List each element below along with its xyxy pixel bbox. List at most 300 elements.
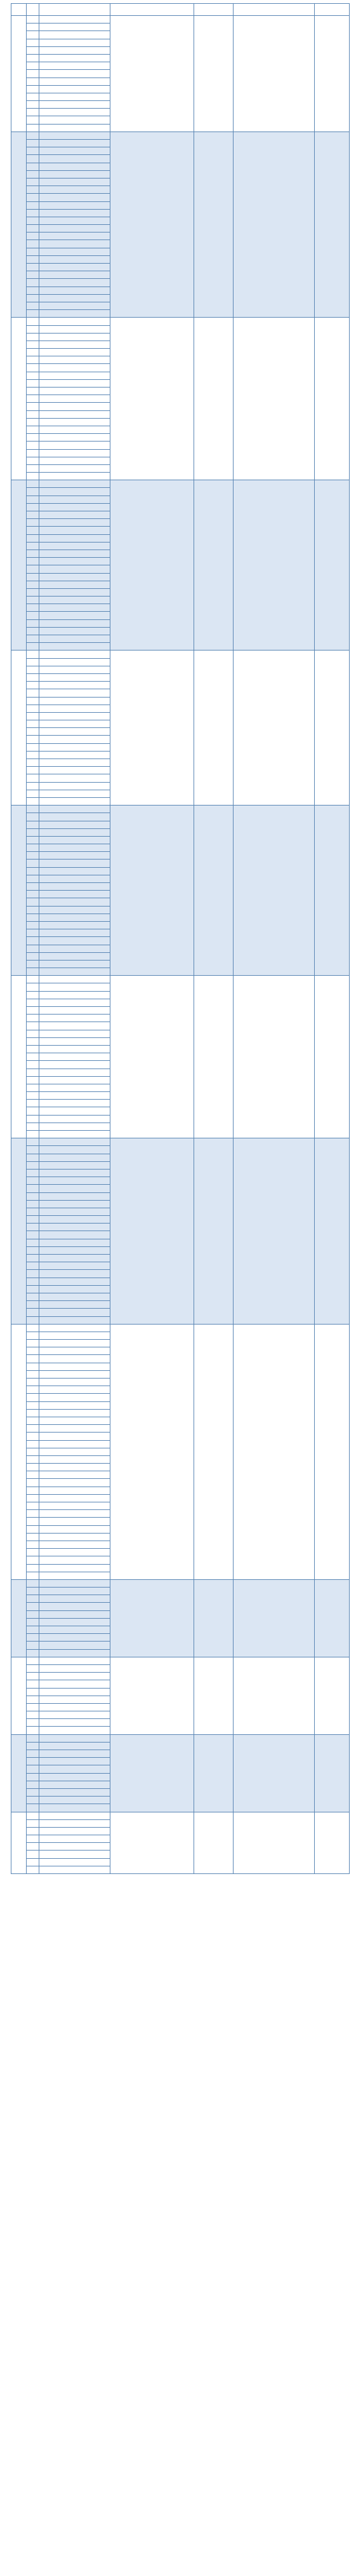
item-name-cell — [39, 883, 110, 891]
row-number-cell — [27, 1858, 39, 1866]
row-number-cell — [27, 1494, 39, 1502]
item-name-cell — [39, 209, 110, 217]
row-number-cell — [27, 767, 39, 774]
row-number-cell — [27, 1564, 39, 1572]
phone-cell — [234, 318, 315, 480]
item-name-cell — [39, 906, 110, 914]
row-number-cell — [27, 147, 39, 155]
row-number-cell — [27, 1123, 39, 1130]
category-cell — [11, 318, 27, 480]
item-name-cell — [39, 1673, 110, 1680]
basis-cell — [110, 1138, 194, 1325]
row-number-cell — [27, 1363, 39, 1370]
row-number-cell — [27, 1812, 39, 1819]
remark-cell — [315, 131, 350, 318]
row-number-cell — [27, 39, 39, 46]
item-name-cell — [39, 565, 110, 573]
row-number-cell — [27, 1664, 39, 1672]
item-name-cell — [39, 1255, 110, 1262]
row-number-cell — [27, 852, 39, 860]
row-number-cell — [27, 1332, 39, 1339]
row-number-cell — [27, 1696, 39, 1703]
item-name-cell — [39, 54, 110, 62]
row-number-cell — [27, 496, 39, 503]
header-phone — [234, 4, 315, 16]
item-name-cell — [39, 867, 110, 875]
row-number-cell — [27, 991, 39, 999]
item-name-cell — [39, 534, 110, 542]
row-number-cell — [27, 1394, 39, 1401]
row-number-cell — [27, 860, 39, 867]
item-name-cell — [39, 1719, 110, 1727]
row-number-cell — [27, 519, 39, 527]
item-name-cell — [39, 1642, 110, 1649]
item-name-cell — [39, 364, 110, 372]
row-number-cell — [27, 1045, 39, 1053]
row-number-cell — [27, 921, 39, 929]
row-number-cell — [27, 503, 39, 511]
row-number-cell — [27, 635, 39, 643]
row-number-cell — [27, 527, 39, 534]
row-number-cell — [27, 464, 39, 472]
item-name-cell — [39, 294, 110, 302]
remark-cell — [315, 16, 350, 132]
row-number-cell — [27, 806, 39, 813]
item-name-cell — [39, 240, 110, 248]
row-number-cell — [27, 534, 39, 542]
item-name-cell — [39, 1100, 110, 1107]
item-name-cell — [39, 1022, 110, 1030]
item-name-cell — [39, 1827, 110, 1835]
item-name-cell — [39, 844, 110, 852]
row-number-cell — [27, 643, 39, 651]
item-name-cell — [39, 991, 110, 999]
row-number-cell — [27, 588, 39, 596]
row-number-cell — [27, 109, 39, 116]
item-name-cell — [39, 1518, 110, 1525]
row-number-cell — [27, 264, 39, 271]
item-name-cell — [39, 1370, 110, 1378]
item-name-cell — [39, 62, 110, 70]
table-row — [11, 1657, 350, 1664]
item-name-cell — [39, 527, 110, 534]
item-name-cell — [39, 372, 110, 379]
item-name-cell — [39, 496, 110, 503]
row-number-cell — [27, 1572, 39, 1579]
item-name-cell — [39, 442, 110, 449]
phone-cell — [234, 16, 315, 132]
item-name-cell — [39, 1448, 110, 1455]
item-name-cell — [39, 774, 110, 782]
item-name-cell — [39, 418, 110, 426]
item-name-cell — [39, 39, 110, 46]
header-basis — [110, 4, 194, 16]
basis-cell — [110, 651, 194, 806]
row-number-cell — [27, 1502, 39, 1510]
row-number-cell — [27, 349, 39, 356]
row-number-cell — [27, 999, 39, 1006]
header-item-name — [39, 4, 110, 16]
basis-cell — [110, 1324, 194, 1579]
table-row — [11, 480, 350, 488]
item-name-cell — [39, 720, 110, 728]
item-name-cell — [39, 999, 110, 1006]
item-name-cell — [39, 875, 110, 882]
phone-cell — [234, 806, 315, 976]
row-number-cell — [27, 395, 39, 403]
item-name-cell — [39, 85, 110, 93]
row-number-cell — [27, 1843, 39, 1851]
row-number-cell — [27, 1464, 39, 1471]
item-name-cell — [39, 140, 110, 147]
item-name-cell — [39, 70, 110, 78]
row-number-cell — [27, 666, 39, 673]
row-number-cell — [27, 170, 39, 178]
item-name-cell — [39, 898, 110, 906]
item-name-cell — [39, 1401, 110, 1409]
item-name-cell — [39, 194, 110, 201]
row-number-cell — [27, 751, 39, 759]
row-number-cell — [27, 1425, 39, 1433]
row-number-cell — [27, 248, 39, 255]
row-number-cell — [27, 1301, 39, 1309]
row-number-cell — [27, 1634, 39, 1642]
row-number-cell — [27, 821, 39, 828]
item-name-cell — [39, 1858, 110, 1866]
row-number-cell — [27, 1037, 39, 1045]
item-name-cell — [39, 782, 110, 790]
row-number-cell — [27, 209, 39, 217]
row-number-cell — [27, 46, 39, 54]
table-row — [11, 806, 350, 813]
item-name-cell — [39, 1379, 110, 1386]
item-name-cell — [39, 201, 110, 209]
item-name-cell — [39, 813, 110, 821]
item-name-cell — [39, 1680, 110, 1688]
item-name-cell — [39, 78, 110, 85]
row-number-cell — [27, 1758, 39, 1765]
item-name-cell — [39, 1781, 110, 1788]
phone-cell — [234, 480, 315, 651]
basis-cell — [110, 480, 194, 651]
category-cell — [11, 976, 27, 1138]
item-name-cell — [39, 473, 110, 480]
item-name-cell — [39, 147, 110, 155]
row-number-cell — [27, 16, 39, 24]
row-number-cell — [27, 597, 39, 604]
row-number-cell — [27, 1642, 39, 1649]
item-name-cell — [39, 1727, 110, 1734]
item-name-cell — [39, 828, 110, 836]
header-department — [194, 4, 234, 16]
item-name-cell — [39, 325, 110, 333]
item-name-cell — [39, 341, 110, 348]
row-number-cell — [27, 542, 39, 550]
row-number-cell — [27, 573, 39, 581]
item-name-cell — [39, 635, 110, 643]
item-name-cell — [39, 255, 110, 263]
row-number-cell — [27, 682, 39, 689]
row-number-cell — [27, 797, 39, 805]
row-number-cell — [27, 1192, 39, 1200]
row-number-cell — [27, 1185, 39, 1192]
item-name-cell — [39, 271, 110, 279]
row-number-cell — [27, 54, 39, 62]
row-number-cell — [27, 1409, 39, 1417]
row-number-cell — [27, 1835, 39, 1843]
row-number-cell — [27, 1781, 39, 1788]
row-number-cell — [27, 720, 39, 728]
item-name-cell — [39, 1069, 110, 1076]
basis-cell — [110, 318, 194, 480]
item-name-cell — [39, 1843, 110, 1851]
row-number-cell — [27, 883, 39, 891]
row-number-cell — [27, 473, 39, 480]
row-number-cell — [27, 960, 39, 968]
item-name-cell — [39, 952, 110, 960]
category-cell — [11, 1657, 27, 1734]
row-number-cell — [27, 240, 39, 248]
row-number-cell — [27, 697, 39, 705]
row-number-cell — [27, 1819, 39, 1827]
row-number-cell — [27, 945, 39, 952]
row-number-cell — [27, 875, 39, 882]
item-name-cell — [39, 1595, 110, 1603]
row-number-cell — [27, 612, 39, 619]
row-number-cell — [27, 705, 39, 712]
item-name-cell — [39, 1564, 110, 1572]
row-number-cell — [27, 457, 39, 464]
row-number-cell — [27, 1061, 39, 1069]
item-name-cell — [39, 1479, 110, 1487]
row-number-cell — [27, 1727, 39, 1734]
dept-cell — [194, 318, 234, 480]
item-name-cell — [39, 1765, 110, 1773]
row-number-cell — [27, 658, 39, 666]
item-name-cell — [39, 1711, 110, 1719]
row-number-cell — [27, 1510, 39, 1518]
row-number-cell — [27, 255, 39, 263]
item-name-cell — [39, 1332, 110, 1339]
item-name-cell — [39, 1579, 110, 1587]
remark-cell — [315, 1138, 350, 1325]
item-name-cell — [39, 264, 110, 271]
item-name-cell — [39, 333, 110, 341]
basis-cell — [110, 1579, 194, 1657]
row-number-cell — [27, 131, 39, 139]
row-number-cell — [27, 736, 39, 743]
row-number-cell — [27, 225, 39, 233]
row-number-cell — [27, 1595, 39, 1603]
row-number-cell — [27, 201, 39, 209]
row-number-cell — [27, 1169, 39, 1177]
item-name-cell — [39, 178, 110, 185]
item-name-cell — [39, 1355, 110, 1363]
row-number-cell — [27, 1433, 39, 1440]
item-name-cell — [39, 960, 110, 968]
row-number-cell — [27, 581, 39, 588]
item-name-cell — [39, 542, 110, 550]
item-name-cell — [39, 1340, 110, 1347]
item-name-cell — [39, 1649, 110, 1657]
row-number-cell — [27, 388, 39, 395]
remark-cell — [315, 1812, 350, 1874]
item-name-cell — [39, 310, 110, 318]
row-number-cell — [27, 85, 39, 93]
item-name-cell — [39, 852, 110, 860]
row-number-cell — [27, 1533, 39, 1541]
item-name-cell — [39, 1037, 110, 1045]
item-name-cell — [39, 968, 110, 976]
row-number-cell — [27, 1262, 39, 1270]
row-number-cell — [27, 186, 39, 194]
item-name-cell — [39, 449, 110, 457]
item-name-cell — [39, 1464, 110, 1471]
row-number-cell — [27, 968, 39, 976]
item-name-cell — [39, 1417, 110, 1424]
basis-cell — [110, 16, 194, 132]
table-row — [11, 651, 350, 658]
item-name-cell — [39, 797, 110, 805]
row-number-cell — [27, 287, 39, 294]
item-name-cell — [39, 1588, 110, 1595]
item-name-cell — [39, 1146, 110, 1154]
category-cell — [11, 806, 27, 976]
item-name-cell — [39, 751, 110, 759]
remark-cell — [315, 318, 350, 480]
table-row — [11, 1138, 350, 1146]
row-number-cell — [27, 891, 39, 898]
row-number-cell — [27, 93, 39, 100]
row-number-cell — [27, 1788, 39, 1796]
dept-cell — [194, 976, 234, 1138]
row-number-cell — [27, 279, 39, 287]
item-name-cell — [39, 627, 110, 635]
table-row — [11, 16, 350, 24]
row-number-cell — [27, 782, 39, 790]
item-name-cell — [39, 1231, 110, 1239]
row-number-cell — [27, 31, 39, 39]
row-number-cell — [27, 1177, 39, 1185]
item-name-cell — [39, 349, 110, 356]
remark-cell — [315, 1324, 350, 1579]
row-number-cell — [27, 1711, 39, 1719]
header-row — [11, 4, 350, 16]
row-number-cell — [27, 1440, 39, 1448]
item-name-cell — [39, 550, 110, 557]
item-name-cell — [39, 24, 110, 31]
table-row — [11, 318, 350, 325]
item-name-cell — [39, 1115, 110, 1123]
item-name-cell — [39, 1239, 110, 1246]
remark-cell — [315, 1734, 350, 1812]
item-name-cell — [39, 1797, 110, 1804]
row-number-cell — [27, 511, 39, 519]
basis-cell — [110, 806, 194, 976]
row-number-cell — [27, 1278, 39, 1285]
row-number-cell — [27, 1200, 39, 1208]
item-name-cell — [39, 318, 110, 325]
row-number-cell — [27, 1069, 39, 1076]
row-number-cell — [27, 836, 39, 844]
item-name-cell — [39, 712, 110, 720]
phone-cell — [234, 1579, 315, 1657]
item-name-cell — [39, 1773, 110, 1781]
row-number-cell — [27, 1316, 39, 1324]
item-name-cell — [39, 217, 110, 224]
phone-cell — [234, 651, 315, 806]
row-number-cell — [27, 627, 39, 635]
row-number-cell — [27, 1556, 39, 1564]
row-number-cell — [27, 1401, 39, 1409]
item-name-cell — [39, 1278, 110, 1285]
phone-cell — [234, 1812, 315, 1874]
item-name-cell — [39, 1301, 110, 1309]
row-number-cell — [27, 1161, 39, 1169]
item-name-cell — [39, 1324, 110, 1332]
item-name-cell — [39, 1394, 110, 1401]
phone-cell — [234, 1734, 315, 1812]
item-name-cell — [39, 1758, 110, 1765]
row-number-cell — [27, 372, 39, 379]
row-number-cell — [27, 1355, 39, 1363]
row-number-cell — [27, 403, 39, 410]
row-number-cell — [27, 418, 39, 426]
item-name-cell — [39, 689, 110, 697]
row-number-cell — [27, 1719, 39, 1727]
item-name-cell — [39, 1549, 110, 1556]
table-row — [11, 1579, 350, 1587]
item-name-cell — [39, 682, 110, 689]
remark-cell — [315, 1657, 350, 1734]
item-name-cell — [39, 1061, 110, 1069]
item-name-cell — [39, 821, 110, 828]
item-name-cell — [39, 1363, 110, 1370]
row-number-cell — [27, 565, 39, 573]
item-name-cell — [39, 480, 110, 488]
row-number-cell — [27, 1688, 39, 1696]
item-name-cell — [39, 937, 110, 945]
row-number-cell — [27, 449, 39, 457]
phone-cell — [234, 1138, 315, 1325]
item-name-cell — [39, 1626, 110, 1634]
row-number-cell — [27, 78, 39, 85]
item-name-cell — [39, 101, 110, 109]
item-name-cell — [39, 379, 110, 387]
dept-cell — [194, 16, 234, 132]
row-number-cell — [27, 937, 39, 945]
row-number-cell — [27, 828, 39, 836]
item-name-cell — [39, 1107, 110, 1115]
dept-cell — [194, 806, 234, 976]
item-name-cell — [39, 1425, 110, 1433]
row-number-cell — [27, 1804, 39, 1812]
row-number-cell — [27, 1224, 39, 1231]
row-number-cell — [27, 906, 39, 914]
item-name-cell — [39, 1045, 110, 1053]
row-number-cell — [27, 1154, 39, 1161]
item-name-cell — [39, 1007, 110, 1015]
item-name-cell — [39, 116, 110, 124]
header-category — [11, 4, 27, 16]
table-row — [11, 131, 350, 139]
row-number-cell — [27, 178, 39, 185]
dept-cell — [194, 1138, 234, 1325]
row-number-cell — [27, 867, 39, 875]
item-name-cell — [39, 1123, 110, 1130]
row-number-cell — [27, 1053, 39, 1061]
item-name-cell — [39, 743, 110, 751]
